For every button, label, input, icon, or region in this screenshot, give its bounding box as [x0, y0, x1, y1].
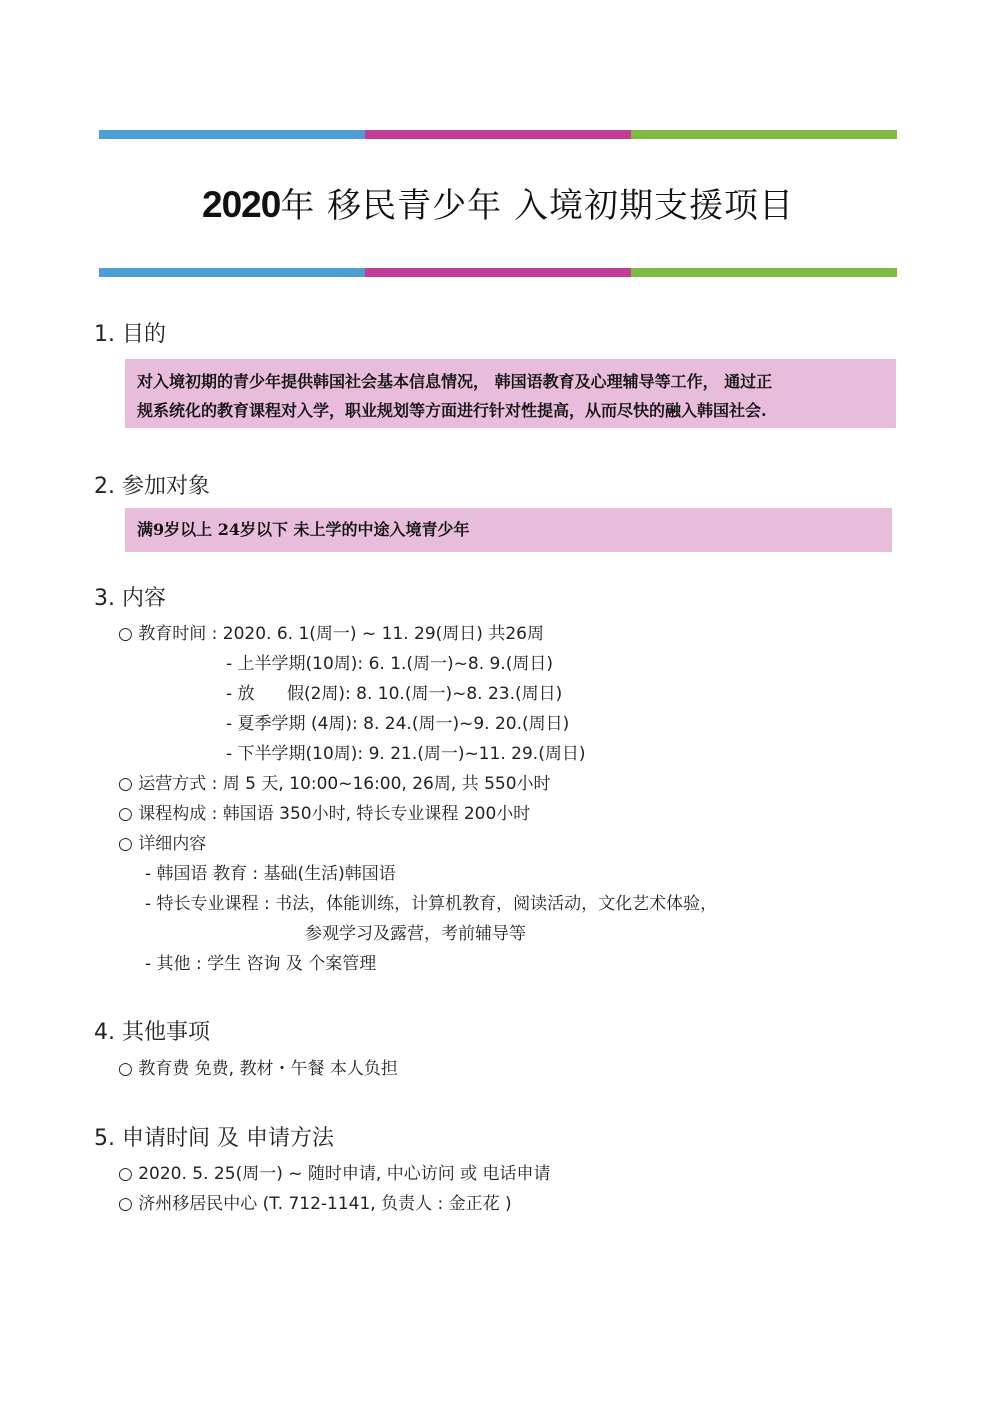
content-line: - 韩国语 教育 : 基础(生活)韩国语	[145, 864, 396, 884]
content-line: 参观学习及露营，考前辅导等	[305, 924, 526, 944]
section-heading-application: 5. 申请时间 及 申请方法	[94, 1126, 334, 1151]
bar-green-segment	[631, 130, 897, 139]
section-heading-purpose: 1. 目的	[94, 322, 166, 347]
purpose-box	[125, 359, 896, 428]
content-line: - 夏季学期 (4周): 8. 24.(周一)~9. 20.(周日)	[226, 714, 570, 734]
top-color-bar	[99, 130, 897, 139]
title-year: 2020	[202, 184, 281, 225]
participants-box: 满9岁以上 24岁以下 未上学的中途入境青少年	[125, 508, 892, 552]
content-line: - 放 假(2周): 8. 10.(周一)~8. 23.(周日)	[226, 684, 563, 704]
purpose-line: 对入境初期的青少年提供韩国社会基本信息情况， 韩国语教育及心理辅导等工作， 通过正	[137, 372, 773, 391]
other-line: ○ 教育费 免费, 教材・午餐 本人负担	[118, 1059, 398, 1079]
bar-magenta-segment	[365, 268, 631, 277]
content-line: ○ 详细内容	[118, 834, 207, 854]
purpose-line: 规系统化的教育课程对入学，职业规划等方面进行针对性提高，从而尽快的融入韩国社会.	[137, 401, 767, 420]
page-title	[99, 178, 897, 227]
bar-blue-segment	[99, 268, 365, 277]
application-line: ○ 2020. 5. 25(周一) ~ 随时申请, 中心访问 或 电话申请	[118, 1164, 551, 1184]
bar-blue-segment	[99, 130, 365, 139]
content-line: ○ 课程构成 : 韩国语 350小时, 特长专业课程 200小时	[118, 804, 531, 824]
content-line: - 上半学期(10周): 6. 1.(周一)~8. 9.(周日)	[226, 654, 554, 674]
content-line: - 下半学期(10周): 9. 21.(周一)~11. 29.(周日)	[226, 744, 586, 764]
section-heading-content: 3. 内容	[94, 586, 166, 611]
bar-magenta-segment	[365, 130, 631, 139]
content-line: ○ 教育时间 : 2020. 6. 1(周一) ~ 11. 29(周日) 共26周	[118, 624, 544, 644]
title-text: 年 移民青少年 入境初期支援项目	[280, 186, 794, 226]
content-line: - 其他 : 学生 咨询 及 个案管理	[145, 954, 377, 974]
bar-green-segment	[631, 268, 897, 277]
application-line: ○ 济州移居民中心 (T. 712-1141, 负责人 : 金正花 )	[118, 1194, 512, 1214]
bottom-color-bar	[99, 268, 897, 277]
section-heading-participants: 2. 参加对象	[94, 474, 210, 499]
content-line: ○ 运营方式 : 周 5 天, 10:00~16:00, 26周, 共 550小时	[118, 774, 551, 794]
section-heading-other: 4. 其他事项	[94, 1020, 210, 1045]
content-line: - 特长专业课程 : 书法，体能训练，计算机教育，阅读活动，文化艺术体验，	[145, 894, 718, 914]
